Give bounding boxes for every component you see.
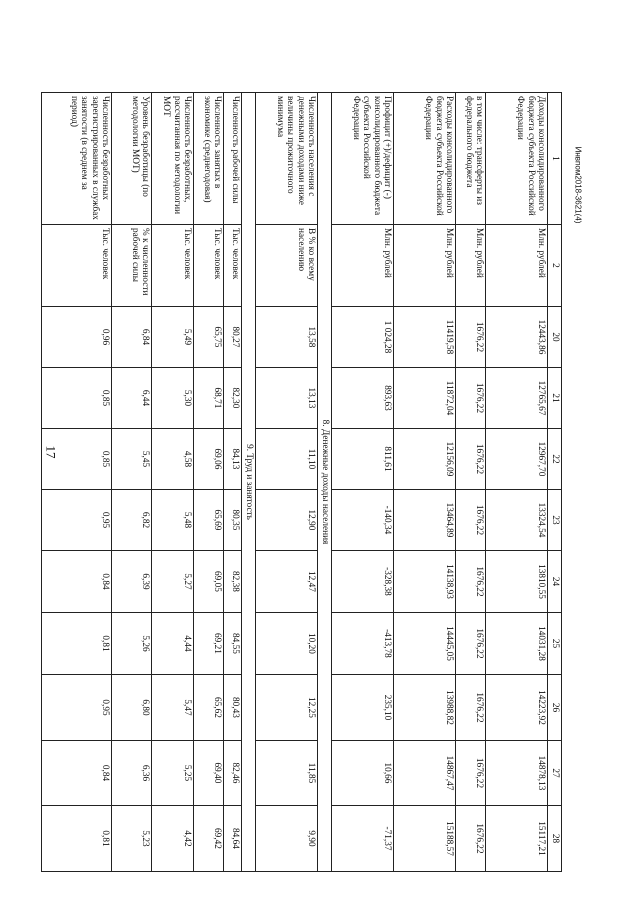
column-header: 28 xyxy=(548,806,562,872)
column-header: 27 xyxy=(548,741,562,806)
value-cell: 1676,22 xyxy=(456,806,486,872)
section-heading-row xyxy=(242,93,256,872)
table-row xyxy=(152,93,194,872)
value-cell: 6,80 xyxy=(112,675,152,741)
table-row xyxy=(486,93,548,872)
value-cell: 80,43 xyxy=(224,675,242,741)
value-cell: 12967,70 xyxy=(486,429,548,490)
value-cell: 5,49 xyxy=(152,307,194,368)
value-cell: 12156,09 xyxy=(394,429,456,490)
value-cell: 5,47 xyxy=(152,675,194,741)
value-cell: 4,42 xyxy=(152,806,194,872)
value-cell: 82,38 xyxy=(224,551,242,613)
column-header: 2 xyxy=(548,225,562,307)
value-cell: 6,84 xyxy=(112,307,152,368)
unit-cell: Тыс. человек xyxy=(42,225,112,307)
indicator-name: Профицит (+)/дефицит (-) консолидированного бюджета субъекта Российской Федерации xyxy=(332,93,394,225)
indicator-name: Уровень безработицы (по методологии МОТ) xyxy=(112,93,152,225)
unit-cell: Млн. рублей xyxy=(486,225,548,307)
column-header: 26 xyxy=(548,675,562,741)
value-cell: 0,84 xyxy=(42,551,112,613)
value-cell: 69,21 xyxy=(194,613,224,675)
value-cell: 13464,89 xyxy=(394,490,456,551)
document-code: Инвпом2018-3621(4) xyxy=(573,146,583,224)
value-cell: 65,62 xyxy=(194,675,224,741)
value-cell: 84,13 xyxy=(224,429,242,490)
value-cell: 10,66 xyxy=(332,741,394,806)
value-cell: 13988,82 xyxy=(394,675,456,741)
column-header: 24 xyxy=(548,551,562,613)
unit-cell: Тыс. человек xyxy=(152,225,194,307)
value-cell: 14138,93 xyxy=(394,551,456,613)
table-header-row xyxy=(548,93,562,872)
column-header: 25 xyxy=(548,613,562,675)
table-row xyxy=(256,93,318,872)
value-cell: 65,75 xyxy=(194,307,224,368)
column-header: 23 xyxy=(548,490,562,551)
unit-cell: В % ко всему населению xyxy=(256,225,318,307)
value-cell: 10,20 xyxy=(256,613,318,675)
value-cell: 6,44 xyxy=(112,368,152,429)
value-cell: 6,36 xyxy=(112,741,152,806)
indicator-name: Численность населения с денежными доходами ниже величины прожиточного минимума xyxy=(256,93,318,225)
value-cell: 13,13 xyxy=(256,368,318,429)
value-cell: 1 024,28 xyxy=(332,307,394,368)
value-cell: 5,27 xyxy=(152,551,194,613)
value-cell: 12,90 xyxy=(256,490,318,551)
value-cell: 82,30 xyxy=(224,368,242,429)
indicator-name: Численность безработных зарегистрированных в службах занятости (в среднем за период) xyxy=(42,93,112,225)
value-cell: 1676,22 xyxy=(456,307,486,368)
value-cell: 5,26 xyxy=(112,613,152,675)
value-cell: 13324,54 xyxy=(486,490,548,551)
value-cell: 13810,55 xyxy=(486,551,548,613)
value-cell: 1676,22 xyxy=(456,613,486,675)
value-cell: 11872,04 xyxy=(394,368,456,429)
unit-cell: Млн. рублей xyxy=(332,225,394,307)
value-cell: 14223,92 xyxy=(486,675,548,741)
table-row xyxy=(224,93,242,872)
value-cell: 15188,57 xyxy=(394,806,456,872)
value-cell: 0,84 xyxy=(42,741,112,806)
unit-cell: Млн. рублей xyxy=(456,225,486,307)
value-cell: 1676,22 xyxy=(456,551,486,613)
value-cell: 1676,22 xyxy=(456,741,486,806)
value-cell: 5,30 xyxy=(152,368,194,429)
indicator-name: Расходы консолидированного бюджета субъекта Российской Федерации xyxy=(394,93,456,225)
value-cell: 1676,22 xyxy=(456,675,486,741)
section-heading: 8. Денежные доходы населения xyxy=(318,93,332,872)
table-row xyxy=(42,93,112,872)
unit-cell: Тыс. человек xyxy=(194,225,224,307)
value-cell: 12,47 xyxy=(256,551,318,613)
indicator-name: Доходы консолидированного бюджета субъекта Российской Федерации xyxy=(486,93,548,225)
value-cell: 0,81 xyxy=(42,613,112,675)
indicator-name: Численность безработных, рассчитанная по методологии МОТ xyxy=(152,93,194,225)
unit-cell: % к численности рабочей силы xyxy=(112,225,152,307)
value-cell: 68,71 xyxy=(194,368,224,429)
value-cell: 14445,05 xyxy=(394,613,456,675)
value-cell: 82,46 xyxy=(224,741,242,806)
column-header: 20 xyxy=(548,307,562,368)
indicator-name: Численность занятых в экономике (среднегодовая) xyxy=(194,93,224,225)
table-rotation-wrapper xyxy=(68,92,562,871)
column-header: 1 xyxy=(548,93,562,225)
value-cell: 12,25 xyxy=(256,675,318,741)
value-cell: 11,10 xyxy=(256,429,318,490)
value-cell: 5,23 xyxy=(112,806,152,872)
value-cell: 235,10 xyxy=(332,675,394,741)
value-cell: 0,95 xyxy=(42,490,112,551)
forecast-table xyxy=(41,92,562,872)
column-header: 21 xyxy=(548,368,562,429)
value-cell: 11419,58 xyxy=(394,307,456,368)
value-cell: -71,37 xyxy=(332,806,394,872)
value-cell: 1676,22 xyxy=(456,429,486,490)
value-cell: 9,90 xyxy=(256,806,318,872)
value-cell: 80,27 xyxy=(224,307,242,368)
value-cell: 69,40 xyxy=(194,741,224,806)
unit-cell: Млн. рублей xyxy=(394,225,456,307)
table-row xyxy=(112,93,152,872)
value-cell: 11,85 xyxy=(256,741,318,806)
table-row xyxy=(332,93,394,872)
table-row xyxy=(394,93,456,872)
value-cell: -328,38 xyxy=(332,551,394,613)
value-cell: 84,64 xyxy=(224,806,242,872)
value-cell: 811,61 xyxy=(332,429,394,490)
value-cell: 65,69 xyxy=(194,490,224,551)
value-cell: 14867,47 xyxy=(394,741,456,806)
value-cell: 1676,22 xyxy=(456,490,486,551)
value-cell: 0,95 xyxy=(42,675,112,741)
value-cell: 5,45 xyxy=(112,429,152,490)
value-cell: 6,82 xyxy=(112,490,152,551)
value-cell: 14878,13 xyxy=(486,741,548,806)
value-cell: -413,78 xyxy=(332,613,394,675)
value-cell: 5,48 xyxy=(152,490,194,551)
value-cell: 5,25 xyxy=(152,741,194,806)
table-body xyxy=(42,93,562,872)
value-cell: 0,85 xyxy=(42,429,112,490)
column-header: 22 xyxy=(548,429,562,490)
value-cell: 15117,21 xyxy=(486,806,548,872)
value-cell: 893,63 xyxy=(332,368,394,429)
value-cell: 4,44 xyxy=(152,613,194,675)
value-cell: 0,96 xyxy=(42,307,112,368)
value-cell: 0,81 xyxy=(42,806,112,872)
section-heading-row xyxy=(318,93,332,872)
value-cell: 13,58 xyxy=(256,307,318,368)
value-cell: 69,05 xyxy=(194,551,224,613)
section-heading: 9. Труд и занятость xyxy=(242,93,256,872)
value-cell: 12765,67 xyxy=(486,368,548,429)
value-cell: 80,35 xyxy=(224,490,242,551)
value-cell: -140,34 xyxy=(332,490,394,551)
value-cell: 6,39 xyxy=(112,551,152,613)
indicator-name: Численность рабочей силы xyxy=(224,93,242,225)
value-cell: 84,55 xyxy=(224,613,242,675)
value-cell: 69,06 xyxy=(194,429,224,490)
value-cell: 0,85 xyxy=(42,368,112,429)
value-cell: 14031,28 xyxy=(486,613,548,675)
value-cell: 12443,86 xyxy=(486,307,548,368)
table-row xyxy=(456,93,486,872)
page-number: 17 xyxy=(43,445,59,459)
value-cell: 1676,22 xyxy=(456,368,486,429)
value-cell: 4,58 xyxy=(152,429,194,490)
unit-cell: Тыс. человек xyxy=(224,225,242,307)
value-cell: 69,42 xyxy=(194,806,224,872)
table-row xyxy=(194,93,224,872)
indicator-name: в том числе: трансферты из федерального бюджета xyxy=(456,93,486,225)
rotated-table-area xyxy=(68,92,562,871)
